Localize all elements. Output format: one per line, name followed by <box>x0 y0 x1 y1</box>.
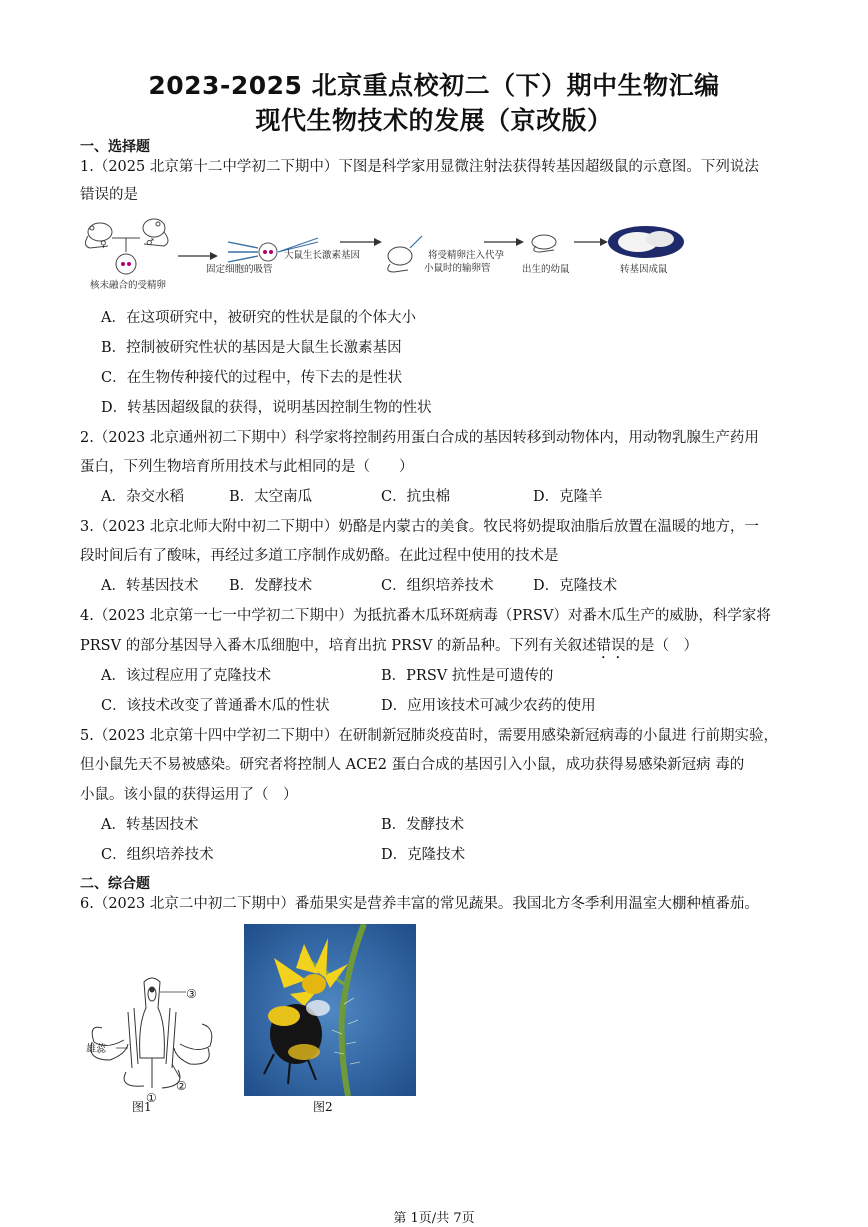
newborn-mouse-figure <box>532 235 556 252</box>
question-2-stem-cont: 蛋白，下列生物培育所用技术与此相同的是（ ） <box>80 459 414 475</box>
marker-1: ① <box>146 1091 157 1105</box>
label-transgenic-mouse: 转基因成鼠 <box>620 264 668 275</box>
q5-option-d[interactable]: D．克隆技术 <box>381 847 466 863</box>
male-symbol: ♂ <box>146 238 155 248</box>
q4-option-b[interactable]: B．PRSV 抗性是可遗传的 <box>381 668 554 684</box>
label-fixed-egg: 固定细胞的吸管 <box>206 264 273 275</box>
q2-option-a[interactable]: A．杂交水稻 <box>101 489 184 505</box>
q2-option-c[interactable]: C．抗虫棉 <box>381 489 451 505</box>
fertilized-egg-icon <box>116 254 136 274</box>
q4-option-d[interactable]: D．应用该技术可减少农药的使用 <box>381 698 596 714</box>
transgenic-adult-mouse-figure <box>608 226 684 258</box>
question-1-stem: 1.（2025 北京第十二中学初二下期中）下图是科学家用显微注射法获得转基因超级鼠的示意图。下列说法 <box>80 159 759 175</box>
section-heading-comprehensive: 二、综合题 <box>80 876 150 892</box>
surrogate-mouse-figure <box>388 236 422 272</box>
q1-option-d[interactable]: D．转基因超级鼠的获得，说明基因控制生物的性状 <box>101 400 432 416</box>
q5-option-b[interactable]: B．发酵技术 <box>381 817 465 833</box>
label-newborn: 出生的幼鼠 <box>522 264 570 275</box>
question-3-stem: 3.（2023 北京北师大附中初二下期中）奶酪是内蒙古的美食。牧民将奶提取油脂后放置在温暖的地方，一 <box>80 519 759 535</box>
page-footer: 第 1页/共 7页 <box>393 1211 475 1226</box>
question-6-stem: 6.（2023 北京二中初二下期中）番茄果实是营养丰富的常见蔬果。我国北方冬季利用温室大棚种植番茄。 <box>80 896 759 912</box>
transgenic-mouse-diagram <box>78 212 698 292</box>
label-stamen: 雄蕊 <box>86 1044 106 1055</box>
q2-option-d[interactable]: D．克隆羊 <box>533 489 603 505</box>
q1-option-c[interactable]: C．在生物传种接代的过程中，传下去的是性状 <box>101 370 403 386</box>
q5-option-c[interactable]: C．组织培养技术 <box>101 847 214 863</box>
q1-option-b[interactable]: B．控制被研究性状的基因是大鼠生长激素基因 <box>101 340 402 356</box>
q5-option-a[interactable]: A．转基因技术 <box>101 817 199 833</box>
q2-option-b[interactable]: B．太空南瓜 <box>229 489 313 505</box>
q3-option-b[interactable]: B．发酵技术 <box>229 578 313 594</box>
emphasis-wrong: 错误 <box>596 638 626 654</box>
q3-option-d[interactable]: D．克隆技术 <box>533 578 618 594</box>
page-title: 2023-2025 北京重点校初二（下）期中生物汇编 <box>148 71 720 100</box>
q3-option-a[interactable]: A．转基因技术 <box>101 578 199 594</box>
question-2-stem: 2.（2023 北京通州初二下期中）科学家将控制药用蛋白合成的基因转移到动物体内，用动物乳腺生产药用 <box>80 430 759 446</box>
female-symbol: ♀ <box>100 240 107 250</box>
q4-option-c[interactable]: C．该技术改变了普通番木瓜的性状 <box>101 698 330 714</box>
label-inject-line2: 小鼠时的输卵管 <box>424 263 491 274</box>
page-subtitle: 现代生物技术的发展（京改版） <box>255 106 613 135</box>
female-mouse-figure <box>85 223 112 248</box>
q1-option-a[interactable]: A．在这项研究中，被研究的性状是鼠的个体大小 <box>101 310 416 326</box>
marker-2: ② <box>176 1079 187 1093</box>
figure-2-caption: 图2 <box>313 1100 333 1114</box>
label-fertilized-egg: 核未融合的受精卵 <box>90 280 167 291</box>
q4-option-a[interactable]: A．该过程应用了克隆技术 <box>101 668 271 684</box>
figure-1-flower-diagram <box>82 968 222 1118</box>
q3-option-c[interactable]: C．组织培养技术 <box>381 578 494 594</box>
question-5-stem-cont: 但小鼠先天不易被感染。研究者将控制人 ACE2 蛋白合成的基因引入小鼠，成功获得易感染新冠病 毒的 <box>80 757 745 773</box>
figure-1-caption: 图1 <box>132 1100 152 1114</box>
section-heading-choice: 一、选择题 <box>80 139 150 155</box>
question-3-stem-cont: 段时间后有了酸味，再经过多道工序制作成奶酪。在此过程中使用的技术是 <box>80 548 559 564</box>
figure-2-bee-photo <box>244 924 416 1096</box>
marker-3: ③ <box>186 987 197 1001</box>
label-inject-line1: 将受精卵注入代孕 <box>428 250 505 261</box>
question-5-stem: 5.（2023 北京第十四中学初二下期中）在研制新冠肺炎疫苗时，需要用感染新冠病毒的小鼠进 行前期实验， <box>80 728 778 744</box>
question-5-stem-cont2: 小鼠。该小鼠的获得运用了（ ） <box>80 787 298 803</box>
question-4-stem: 4.（2023 北京第一七一中学初二下期中）为抵抗番木瓜环斑病毒（PRSV）对番木瓜生产的威胁，科学家将 <box>80 608 771 624</box>
label-growth-hormone-gene: 大鼠生长激素基因 <box>284 250 361 261</box>
question-4-stem-cont: PRSV 的部分基因导入番木瓜细胞中，培育出抗 PRSV 的新品种。下列有关叙述错误的是（ ） <box>80 638 698 654</box>
question-1-stem-cont: 错误的是 <box>80 187 138 203</box>
